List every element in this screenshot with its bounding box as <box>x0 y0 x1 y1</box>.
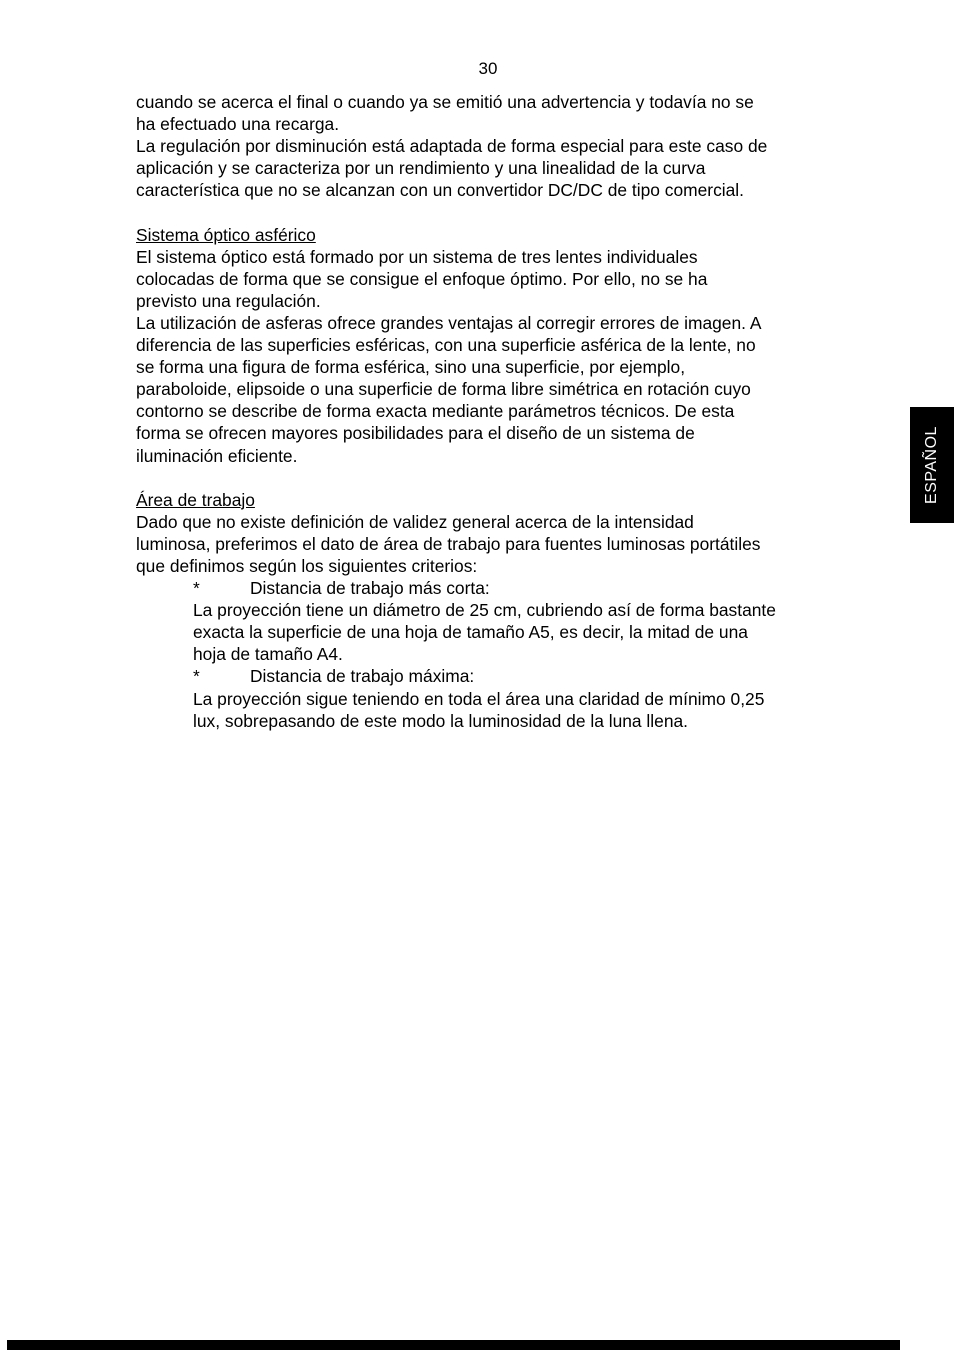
paragraph-line: La utilización de asferas ofrece grandes ventajas al corregir errores de imagen. A <box>136 312 762 333</box>
section-heading-work-area: Área de trabajo <box>136 489 255 510</box>
indented-line: La proyección tiene un diámetro de 25 cm, cubriendo así de forma bastante <box>193 600 776 621</box>
paragraph-line: contorno se describe de forma exacta mediante parámetros técnicos. De esta <box>136 401 735 422</box>
indented-line: La proyección sigue teniendo en toda el área una claridad de mínimo 0,25 <box>193 688 765 709</box>
paragraph-line: iluminación eficiente. <box>136 445 298 466</box>
paragraph-line: aplicación y se caracteriza por un rendimiento y una linealidad de la curva <box>136 158 706 179</box>
paragraph-line: El sistema óptico está formado por un sistema de tres lentes individuales <box>136 246 698 267</box>
footer-bar <box>7 1340 900 1350</box>
paragraph-line: forma se ofrecen mayores posibilidades para el diseño de un sistema de <box>136 423 695 444</box>
indented-line: hoja de tamaño A4. <box>193 644 343 665</box>
paragraph-line: Dado que no existe definición de validez general acerca de la intensidad <box>136 511 694 532</box>
paragraph-line: que definimos según los siguientes criterios: <box>136 555 478 576</box>
paragraph-line: previsto una regulación. <box>136 290 321 311</box>
paragraph-spacer <box>136 467 851 489</box>
paragraph-line: característica que no se alcanzan con un convertidor DC/DC de tipo comercial. <box>136 180 745 201</box>
language-tab-label: ESPAÑOL <box>923 426 940 504</box>
bullet-item-shortest-distance <box>136 577 851 599</box>
bullet-marker: * <box>193 666 200 687</box>
indented-line: lux, sobrepasando de este modo la luminosidad de la luna llena. <box>193 710 688 731</box>
section-heading-aspheric-optics: Sistema óptico asférico <box>136 224 316 245</box>
paragraph-line: La regulación por disminución está adaptada de forma especial para este caso de <box>136 136 768 157</box>
paragraph-spacer <box>136 201 851 223</box>
paragraph-line: paraboloide, elipsoide o una superficie de forma libre simétrica en rotación cuyo <box>136 379 751 400</box>
indented-line: exacta la superficie de una hoja de tamaño A5, es decir, la mitad de una <box>193 622 748 643</box>
paragraph-line: ha efectuado una recarga. <box>136 114 340 135</box>
bullet-title: Distancia de trabajo más corta: <box>250 578 490 599</box>
paragraph-line: diferencia de las superficies esféricas, con una superficie asférica de la lente, no <box>136 335 756 356</box>
page-number: 30 <box>478 59 498 78</box>
bullet-item-maximum-distance <box>136 665 851 687</box>
bullet-marker: * <box>193 578 200 599</box>
paragraph-line: se forma una figura de forma esférica, sino una superficie, por ejemplo, <box>136 357 686 378</box>
paragraph-line: colocadas de forma que se consigue el enfoque óptimo. Por ello, no se ha <box>136 268 708 289</box>
bullet-title: Distancia de trabajo máxima: <box>250 666 475 687</box>
paragraph-line: cuando se acerca el final o cuando ya se emitió una advertencia y todavía no se <box>136 92 754 112</box>
paragraph-line: luminosa, preferimos el dato de área de trabajo para fuentes luminosas portátiles <box>136 533 761 554</box>
language-tab <box>910 407 954 523</box>
document-body <box>136 91 851 732</box>
